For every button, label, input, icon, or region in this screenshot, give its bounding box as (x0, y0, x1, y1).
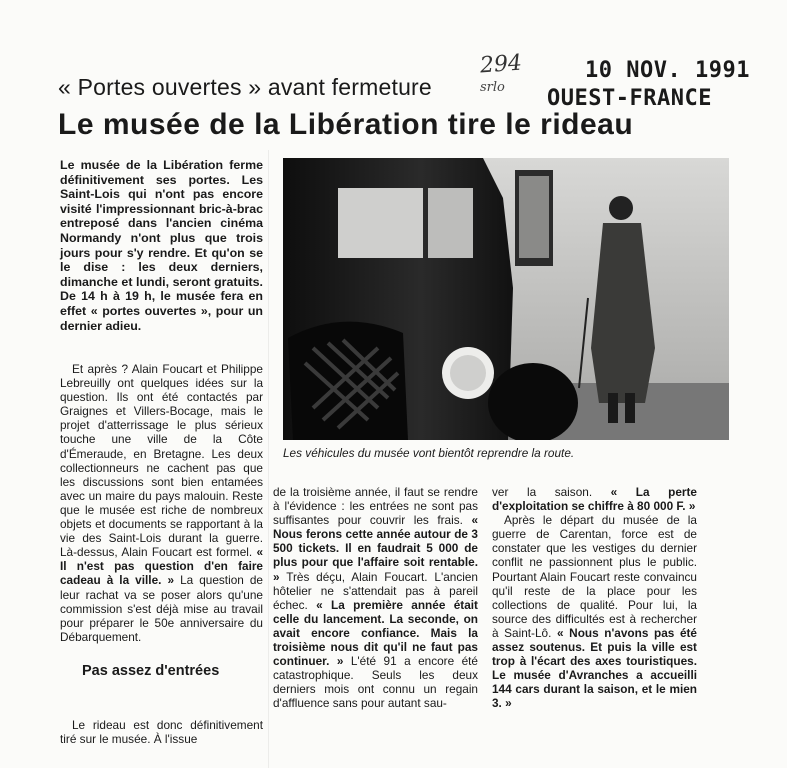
col2-quote-2: « La première année était celle du lancement. La seconde, on avait encore confiance. Mais la troisième nous dit qu'il ne faut pas continuer. » (273, 597, 478, 669)
handwritten-number: 294 (479, 50, 523, 79)
chapo-text: Le musée de la Libération ferme définitivement ses portes. Les Saint-Lois qui n'ont pas encore visité l'impressionnant bric-à-brac entreposé dans l'ancien cinéma Normandy n'ont plus que trois jours pour s'y rendre. Et qu'on se le dise : les deux derniers, dimanche et lundi, seront gratuits. De 14 h à 19 h, le musée fera en effet « portes ouvertes », pour un dernier adieu. (60, 158, 263, 333)
stamp-date: 10 NOV. 1991 (585, 58, 750, 83)
col1-tail: La question de leur rachat va se poser alors qu'une commission s'est déjà mise au travail pour préparer le 50e anniversaire du Débarquement. (60, 573, 263, 644)
col3-text-b: Après le départ du musée de la guerre de Carentan, force est de constater que les vestiges du dernier conflit ne passionnent plus le public. Pourtant Alain Foucart reste convaincu qu'il reste de la place pour les collections de qualité. Pour lui, la source des difficultés est à rechercher à Saint-Lô. (492, 513, 697, 640)
col2-text-b: Très déçu, Alain Foucart. L'ancien hôtelier ne s'attendait pas à pareil échec. (273, 569, 478, 612)
photo-caption: Les véhicules du musée vont bientôt reprendre la route. (283, 446, 575, 460)
handwritten-note: srlo (480, 80, 505, 95)
vehicle-photo-image (283, 158, 729, 440)
col3-text-a: ver la saison. (492, 485, 593, 499)
chapo (60, 158, 263, 333)
photo-vehicle (283, 158, 729, 440)
col1-quote: « Il n'est pas question d'en faire cadeau à la ville. » (60, 545, 263, 588)
subheading: Pas assez d'entrées (82, 663, 220, 679)
stamp-newspaper: OUEST-FRANCE (547, 86, 712, 111)
column-1 (60, 362, 263, 644)
col3-quote-1: « La perte d'exploitation se chiffre à 80 000 F. » (492, 485, 697, 514)
col2-text-a: de la troisième année, il faut se rendre à l'évidence : les entrées ne sont pas suffisantes pour couvrir les frais. (273, 485, 478, 528)
col1b-text: Le rideau est donc définitivement tiré sur le musée. À l'issue (60, 718, 263, 747)
col3-quote-2: « Nous n'avons pas été assez soutenus. Et puis la ville est trop à l'écart des axes touristiques. Le musée d'Avranches a accueilli 144 cars durant la saison, et le mien 3. » (492, 625, 697, 711)
kicker: « Portes ouvertes » avant fermeture (58, 74, 432, 100)
headline: Le musée de la Libération tire le rideau (58, 108, 634, 141)
col2-text-c: L'été 91 a encore été catastrophique. Seuls les deux derniers mois ont connu un regain d'affluence sans pour autant sau- (273, 654, 478, 711)
column-3 (492, 485, 697, 711)
page-fold-line (268, 150, 269, 768)
col2-quote-1: « Nous ferons cette année autour de 3 500 tickets. Il en faudrait 5 000 de plus pour que l'affaire soit rentable. » (273, 513, 478, 584)
column-1-bottom (60, 718, 263, 746)
col1-text: Et après ? Alain Foucart et Philippe Lebreuilly ont quelques idées sur la question. Ils ont été contactés par Graignes et Villers-Bocage, mais le projet d'atterrissage le plus sérieux touche une ville de la Côte d'Émeraude, en Bretagne. Les deux collectionneurs ne cachent pas que les discussions sont bien entamées avec un maire du pays malouin. Reste que le musée est riche de nombreux objets et documents se rapportant à la vie des Saint-Lois durant la guerre. Là-dessus, Alain Foucart est formel. (60, 362, 263, 560)
column-2 (273, 485, 478, 711)
